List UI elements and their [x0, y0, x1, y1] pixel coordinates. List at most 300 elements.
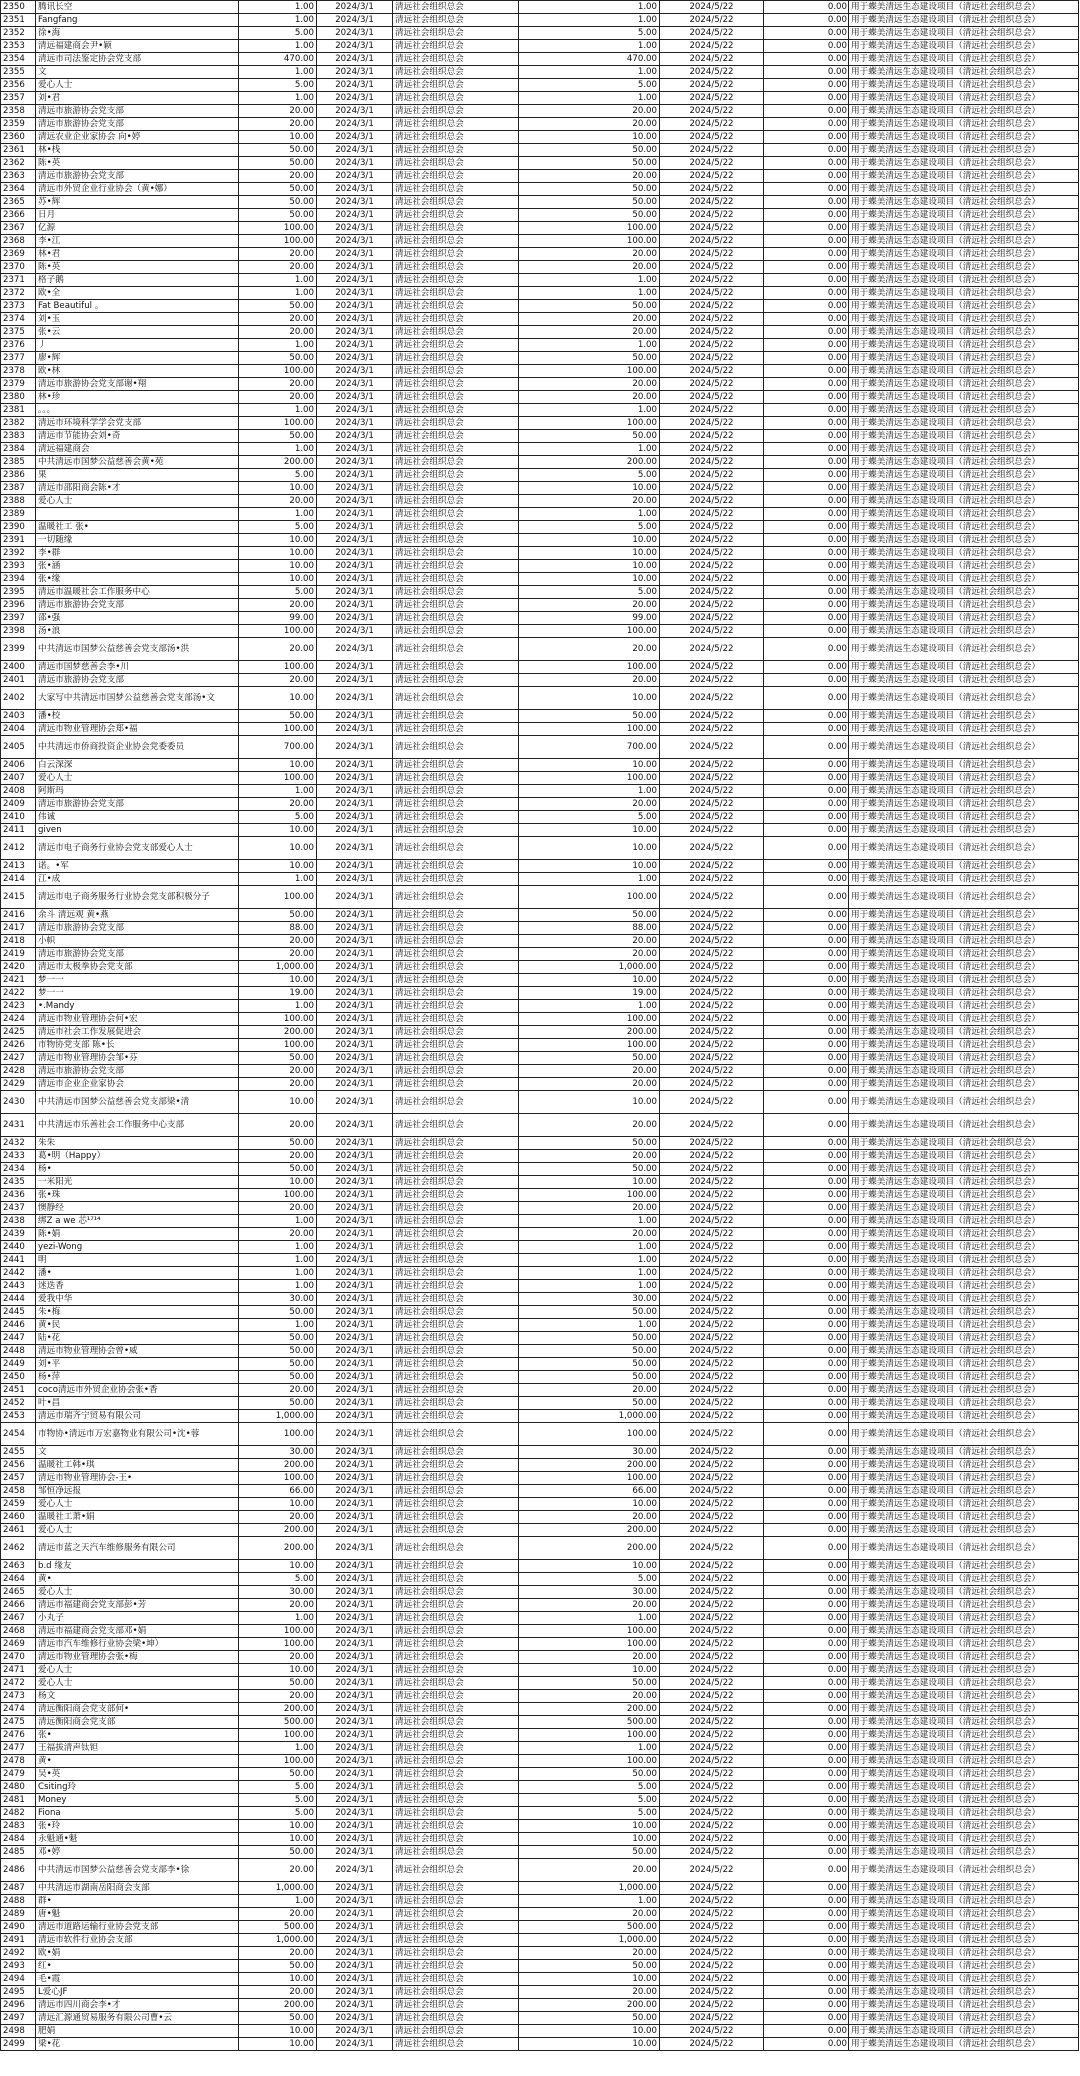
donation-amount-cell: 19.00	[239, 987, 317, 1000]
donation-date-cell: 2024/3/1	[317, 1026, 393, 1039]
table-row	[1, 1215, 1079, 1228]
usage-purpose-cell: 用于蝶美清远生态建设项目（清远社会组织总会）	[849, 974, 1079, 987]
table-row	[1, 157, 1079, 170]
donation-amount-cell: 20.00	[239, 1859, 317, 1882]
balance-cell: 0.00	[764, 183, 849, 196]
usage-purpose-cell: 用于蝶美清远生态建设项目（清远社会组织总会）	[849, 365, 1079, 378]
donor-name-cell: 肥娟	[36, 2025, 239, 2038]
donation-amount-cell: 100.00	[239, 1638, 317, 1651]
donation-amount-cell: 20.00	[239, 1599, 317, 1612]
recipient-org-cell: 清远社会组织总会	[393, 1163, 519, 1176]
row-number-cell: 2377	[1, 352, 36, 365]
balance-cell: 0.00	[764, 860, 849, 873]
balance-cell: 0.00	[764, 1052, 849, 1065]
allocation-date-cell: 2024/5/22	[660, 1150, 764, 1163]
usage-purpose-cell: 用于蝶美清远生态建设项目（清远社会组织总会）	[849, 599, 1079, 612]
balance-cell: 0.00	[764, 772, 849, 785]
table-row	[1, 1137, 1079, 1150]
allocated-amount-cell: 5.00	[519, 27, 660, 40]
balance-cell: 0.00	[764, 1306, 849, 1319]
allocated-amount-cell: 50.00	[519, 909, 660, 922]
allocated-amount-cell: 1.00	[519, 287, 660, 300]
donation-amount-cell: 5.00	[239, 586, 317, 599]
donor-name-cell: 果	[36, 469, 239, 482]
usage-purpose-cell: 用于蝶美清远生态建设项目（清远社会组织总会）	[849, 625, 1079, 638]
usage-purpose-cell: 用于蝶美清远生态建设项目（清远社会组织总会）	[849, 300, 1079, 313]
table-row	[1, 1358, 1079, 1371]
balance-cell: 0.00	[764, 987, 849, 1000]
usage-purpose-cell: 用于蝶美清远生态建设项目（清远社会组织总会）	[849, 1973, 1079, 1986]
donation-date-cell: 2024/3/1	[317, 1078, 393, 1091]
balance-cell: 0.00	[764, 759, 849, 772]
donor-name-cell: 张•云	[36, 326, 239, 339]
donation-date-cell: 2024/3/1	[317, 1332, 393, 1345]
donor-name-cell: 清远市物业管理协会张•梅	[36, 1651, 239, 1664]
donation-amount-cell: 1.00	[239, 873, 317, 886]
donation-date-cell: 2024/3/1	[317, 935, 393, 948]
allocation-date-cell: 2024/5/22	[660, 1485, 764, 1498]
usage-purpose-cell: 用于蝶美清远生态建设项目（清远社会组织总会）	[849, 1306, 1079, 1319]
donation-date-cell: 2024/3/1	[317, 625, 393, 638]
usage-purpose-cell: 用于蝶美清远生态建设项目（清远社会组织总会）	[849, 811, 1079, 824]
recipient-org-cell: 清远社会组织总会	[393, 873, 519, 886]
donor-name-cell: 明	[36, 1254, 239, 1267]
donation-date-cell: 2024/3/1	[317, 209, 393, 222]
recipient-org-cell: 清远社会组织总会	[393, 560, 519, 573]
row-number-cell: 2473	[1, 1690, 36, 1703]
donation-date-cell: 2024/3/1	[317, 1163, 393, 1176]
row-number-cell: 2490	[1, 1921, 36, 1934]
usage-purpose-cell: 用于蝶美清远生态建设项目（清远社会组织总会）	[849, 1026, 1079, 1039]
table-row	[1, 1677, 1079, 1690]
row-number-cell: 2395	[1, 586, 36, 599]
row-number-cell: 2411	[1, 824, 36, 837]
recipient-org-cell: 清远社会组织总会	[393, 1000, 519, 1013]
recipient-org-cell: 清远社会组织总会	[393, 661, 519, 674]
balance-cell: 0.00	[764, 1410, 849, 1423]
balance-cell: 0.00	[764, 1638, 849, 1651]
row-number-cell: 2362	[1, 157, 36, 170]
allocation-date-cell: 2024/5/22	[660, 1446, 764, 1459]
donation-date-cell: 2024/3/1	[317, 2025, 393, 2038]
row-number-cell: 2451	[1, 1384, 36, 1397]
donation-date-cell: 2024/3/1	[317, 1716, 393, 1729]
donor-name-cell: 清远市旅游协会党支部谢•翔	[36, 378, 239, 391]
table-row	[1, 674, 1079, 687]
recipient-org-cell: 清远社会组织总会	[393, 27, 519, 40]
allocation-date-cell: 2024/5/22	[660, 1091, 764, 1114]
donor-name-cell: 爱心人士	[36, 1677, 239, 1690]
donor-name-cell: 清远市物业管理协会曾•威	[36, 1345, 239, 1358]
allocation-date-cell: 2024/5/22	[660, 935, 764, 948]
allocated-amount-cell: 1.00	[519, 14, 660, 27]
allocation-date-cell: 2024/5/22	[660, 1078, 764, 1091]
allocated-amount-cell: 50.00	[519, 352, 660, 365]
donation-date-cell: 2024/3/1	[317, 92, 393, 105]
row-number-cell: 2464	[1, 1573, 36, 1586]
row-number-cell: 2444	[1, 1293, 36, 1306]
allocation-date-cell: 2024/5/22	[660, 1921, 764, 1934]
allocated-amount-cell: 100.00	[519, 1755, 660, 1768]
allocated-amount-cell: 100.00	[519, 1013, 660, 1026]
balance-cell: 0.00	[764, 1189, 849, 1202]
donation-amount-cell: 5.00	[239, 1781, 317, 1794]
usage-purpose-cell: 用于蝶美清远生态建设项目（清远社会组织总会）	[849, 1, 1079, 14]
balance-cell: 0.00	[764, 785, 849, 798]
allocated-amount-cell: 10.00	[519, 1560, 660, 1573]
allocation-date-cell: 2024/5/22	[660, 1781, 764, 1794]
allocated-amount-cell: 50.00	[519, 157, 660, 170]
row-number-cell: 2371	[1, 274, 36, 287]
balance-cell: 0.00	[764, 1908, 849, 1921]
usage-purpose-cell: 用于蝶美清远生态建设项目（清远社会组织总会）	[849, 759, 1079, 772]
allocation-date-cell: 2024/5/22	[660, 759, 764, 772]
allocation-date-cell: 2024/5/22	[660, 1934, 764, 1947]
donation-date-cell: 2024/3/1	[317, 14, 393, 27]
usage-purpose-cell: 用于蝶美清远生态建设项目（清远社会组织总会）	[849, 1599, 1079, 1612]
donation-amount-cell: 50.00	[239, 1345, 317, 1358]
row-number-cell: 2369	[1, 248, 36, 261]
donation-amount-cell: 50.00	[239, 352, 317, 365]
donation-date-cell: 2024/3/1	[317, 443, 393, 456]
row-number-cell: 2465	[1, 1586, 36, 1599]
allocated-amount-cell: 1.00	[519, 1, 660, 14]
allocation-date-cell: 2024/5/22	[660, 948, 764, 961]
donor-name-cell: 日月	[36, 209, 239, 222]
balance-cell: 0.00	[764, 873, 849, 886]
recipient-org-cell: 清远社会组织总会	[393, 987, 519, 1000]
donation-date-cell: 2024/3/1	[317, 1986, 393, 1999]
donation-amount-cell: 1.00	[239, 274, 317, 287]
usage-purpose-cell: 用于蝶美清远生态建设项目（清远社会组织总会）	[849, 1039, 1079, 1052]
table-row	[1, 1423, 1079, 1446]
usage-purpose-cell: 用于蝶美清远生态建设项目（清远社会组织总会）	[849, 638, 1079, 661]
row-number-cell: 2472	[1, 1677, 36, 1690]
donation-date-cell: 2024/3/1	[317, 326, 393, 339]
table-row	[1, 482, 1079, 495]
donor-name-cell: 清远市蓝之天汽车维修服务有限公司	[36, 1537, 239, 1560]
allocated-amount-cell: 20.00	[519, 105, 660, 118]
donor-name-cell: 温暖社工萧•娟	[36, 1511, 239, 1524]
usage-purpose-cell: 用于蝶美清远生态建设项目（清远社会组织总会）	[849, 1729, 1079, 1742]
recipient-org-cell: 清远社会组织总会	[393, 723, 519, 736]
donor-name-cell: 腾讯长空	[36, 1, 239, 14]
balance-cell: 0.00	[764, 1459, 849, 1472]
usage-purpose-cell: 用于蝶美清远生态建设项目（清远社会组织总会）	[849, 313, 1079, 326]
recipient-org-cell: 清远社会组织总会	[393, 573, 519, 586]
balance-cell: 0.00	[764, 1703, 849, 1716]
usage-purpose-cell: 用于蝶美清远生态建设项目（清远社会组织总会）	[849, 987, 1079, 1000]
allocated-amount-cell: 10.00	[519, 1664, 660, 1677]
donor-name-cell: 清远市福建商会党支部邓•娟	[36, 1625, 239, 1638]
donation-amount-cell: 10.00	[239, 534, 317, 547]
balance-cell: 0.00	[764, 27, 849, 40]
allocation-date-cell: 2024/5/22	[660, 1137, 764, 1150]
row-number-cell: 2474	[1, 1703, 36, 1716]
recipient-org-cell: 清远社会组织总会	[393, 909, 519, 922]
donation-date-cell: 2024/3/1	[317, 1254, 393, 1267]
allocation-date-cell: 2024/5/22	[660, 873, 764, 886]
row-number-cell: 2428	[1, 1065, 36, 1078]
donor-name-cell: 梁•花	[36, 2038, 239, 2051]
donation-date-cell: 2024/3/1	[317, 1833, 393, 1846]
allocation-date-cell: 2024/5/22	[660, 365, 764, 378]
balance-cell: 0.00	[764, 261, 849, 274]
table-row	[1, 759, 1079, 772]
allocation-date-cell: 2024/5/22	[660, 1026, 764, 1039]
donation-amount-cell: 100.00	[239, 625, 317, 638]
balance-cell: 0.00	[764, 1371, 849, 1384]
recipient-org-cell: 清远社会组织总会	[393, 1781, 519, 1794]
donor-name-cell: 清远衡阳商会党支部何•	[36, 1703, 239, 1716]
recipient-org-cell: 清远社会组织总会	[393, 1078, 519, 1091]
donation-date-cell: 2024/3/1	[317, 1612, 393, 1625]
usage-purpose-cell: 用于蝶美清远生态建设项目（清远社会组织总会）	[849, 508, 1079, 521]
allocated-amount-cell: 100.00	[519, 625, 660, 638]
recipient-org-cell: 清远社会组织总会	[393, 456, 519, 469]
donation-amount-cell: 10.00	[239, 1091, 317, 1114]
donation-date-cell: 2024/3/1	[317, 508, 393, 521]
row-number-cell: 2434	[1, 1163, 36, 1176]
allocated-amount-cell: 20.00	[519, 599, 660, 612]
donation-date-cell: 2024/3/1	[317, 300, 393, 313]
table-row	[1, 40, 1079, 53]
allocated-amount-cell: 470.00	[519, 53, 660, 66]
balance-cell: 0.00	[764, 723, 849, 736]
allocated-amount-cell: 20.00	[519, 391, 660, 404]
recipient-org-cell: 清远社会组织总会	[393, 417, 519, 430]
usage-purpose-cell: 用于蝶美清远生态建设项目（清远社会组织总会）	[849, 1189, 1079, 1202]
allocation-date-cell: 2024/5/22	[660, 196, 764, 209]
donor-name-cell: 迷迭香	[36, 1280, 239, 1293]
usage-purpose-cell: 用于蝶美清远生态建设项目（清远社会组织总会）	[849, 723, 1079, 736]
table-row	[1, 1319, 1079, 1332]
recipient-org-cell: 清远社会组织总会	[393, 1755, 519, 1768]
balance-cell: 0.00	[764, 599, 849, 612]
donor-name-cell: 中共清远市国梦公益慈善会党支部汤•洪	[36, 638, 239, 661]
table-row	[1, 886, 1079, 909]
donor-name-cell: 徐•海	[36, 27, 239, 40]
balance-cell: 0.00	[764, 1586, 849, 1599]
allocation-date-cell: 2024/5/22	[660, 772, 764, 785]
balance-cell: 0.00	[764, 1228, 849, 1241]
usage-purpose-cell: 用于蝶美清远生态建设项目（清远社会组织总会）	[849, 2025, 1079, 2038]
table-row	[1, 785, 1079, 798]
row-number-cell: 2393	[1, 560, 36, 573]
donation-amount-cell: 5.00	[239, 1807, 317, 1820]
usage-purpose-cell: 用于蝶美清远生态建设项目（清远社会组织总会）	[849, 1524, 1079, 1537]
donation-amount-cell: 100.00	[239, 1729, 317, 1742]
allocated-amount-cell: 1.00	[519, 443, 660, 456]
donor-name-cell: 温暖社工 张•	[36, 521, 239, 534]
donation-date-cell: 2024/3/1	[317, 922, 393, 935]
donation-amount-cell: 30.00	[239, 1446, 317, 1459]
usage-purpose-cell: 用于蝶美清远生态建设项目（清远社会组织总会）	[849, 1560, 1079, 1573]
table-row	[1, 79, 1079, 92]
donation-date-cell: 2024/3/1	[317, 638, 393, 661]
row-number-cell: 2350	[1, 1, 36, 14]
row-number-cell: 2497	[1, 2012, 36, 2025]
allocation-date-cell: 2024/5/22	[660, 625, 764, 638]
allocation-date-cell: 2024/5/22	[660, 1703, 764, 1716]
table-row	[1, 1306, 1079, 1319]
allocated-amount-cell: 100.00	[519, 417, 660, 430]
donation-amount-cell: 470.00	[239, 53, 317, 66]
table-row	[1, 1114, 1079, 1137]
allocation-date-cell: 2024/5/22	[660, 785, 764, 798]
allocated-amount-cell: 99.00	[519, 612, 660, 625]
balance-cell: 0.00	[764, 811, 849, 824]
allocation-date-cell: 2024/5/22	[660, 837, 764, 860]
donation-date-cell: 2024/3/1	[317, 170, 393, 183]
row-number-cell: 2446	[1, 1319, 36, 1332]
donor-name-cell: 永魁通•魁	[36, 1833, 239, 1846]
row-number-cell: 2484	[1, 1833, 36, 1846]
recipient-org-cell: 清远社会组织总会	[393, 92, 519, 105]
balance-cell: 0.00	[764, 170, 849, 183]
allocation-date-cell: 2024/5/22	[660, 736, 764, 759]
table-row	[1, 1638, 1079, 1651]
allocated-amount-cell: 20.00	[519, 1859, 660, 1882]
balance-cell: 0.00	[764, 974, 849, 987]
balance-cell: 0.00	[764, 495, 849, 508]
usage-purpose-cell: 用于蝶美清远生态建设项目（清远社会组织总会）	[849, 1807, 1079, 1820]
donation-amount-cell: 50.00	[239, 1306, 317, 1319]
allocation-date-cell: 2024/5/22	[660, 723, 764, 736]
table-row	[1, 1768, 1079, 1781]
allocated-amount-cell: 100.00	[519, 772, 660, 785]
table-row	[1, 209, 1079, 222]
donation-date-cell: 2024/3/1	[317, 759, 393, 772]
recipient-org-cell: 清远社会组织总会	[393, 1895, 519, 1908]
donor-name-cell: 黄•民	[36, 1319, 239, 1332]
donor-name-cell: 毛•霞	[36, 1973, 239, 1986]
donation-amount-cell: 5.00	[239, 1794, 317, 1807]
balance-cell: 0.00	[764, 1397, 849, 1410]
usage-purpose-cell: 用于蝶美清远生态建设项目（清远社会组织总会）	[849, 612, 1079, 625]
donation-amount-cell: 1.00	[239, 1895, 317, 1908]
balance-cell: 0.00	[764, 1960, 849, 1973]
donation-date-cell: 2024/3/1	[317, 1176, 393, 1189]
row-number-cell: 2453	[1, 1410, 36, 1423]
usage-purpose-cell: 用于蝶美清远生态建设项目（清远社会组织总会）	[849, 196, 1079, 209]
allocation-date-cell: 2024/5/22	[660, 313, 764, 326]
balance-cell: 0.00	[764, 2038, 849, 2051]
allocation-date-cell: 2024/5/22	[660, 27, 764, 40]
table-row	[1, 430, 1079, 443]
donor-name-cell: 清远市电子商务行业协会党支部爱心人士	[36, 837, 239, 860]
recipient-org-cell: 清远社会组织总会	[393, 1934, 519, 1947]
recipient-org-cell: 清远社会组织总会	[393, 837, 519, 860]
row-number-cell: 2439	[1, 1228, 36, 1241]
donation-date-cell: 2024/3/1	[317, 430, 393, 443]
allocated-amount-cell: 1.00	[519, 873, 660, 886]
usage-purpose-cell: 用于蝶美清远生态建设项目（清远社会组织总会）	[849, 1319, 1079, 1332]
recipient-org-cell: 清远社会组织总会	[393, 1537, 519, 1560]
donor-name-cell: 文	[36, 1446, 239, 1459]
donation-date-cell: 2024/3/1	[317, 1973, 393, 1986]
table-row	[1, 2025, 1079, 2038]
allocated-amount-cell: 30.00	[519, 1293, 660, 1306]
donation-date-cell: 2024/3/1	[317, 1638, 393, 1651]
allocated-amount-cell: 20.00	[519, 1384, 660, 1397]
usage-purpose-cell: 用于蝶美清远生态建设项目（清远社会组织总会）	[849, 560, 1079, 573]
row-number-cell: 2356	[1, 79, 36, 92]
donor-name-cell: 懊静经	[36, 1202, 239, 1215]
recipient-org-cell: 清远社会组织总会	[393, 2038, 519, 2051]
allocated-amount-cell: 1.00	[519, 508, 660, 521]
recipient-org-cell: 清远社会组织总会	[393, 1664, 519, 1677]
usage-purpose-cell: 用于蝶美清远生态建设项目（清远社会组织总会）	[849, 1358, 1079, 1371]
usage-purpose-cell: 用于蝶美清远生态建设项目（清远社会组织总会）	[849, 1423, 1079, 1446]
allocated-amount-cell: 5.00	[519, 586, 660, 599]
balance-cell: 0.00	[764, 53, 849, 66]
allocated-amount-cell: 50.00	[519, 1332, 660, 1345]
donation-amount-cell: 1.00	[239, 1241, 317, 1254]
table-row	[1, 1560, 1079, 1573]
balance-cell: 0.00	[764, 798, 849, 811]
allocated-amount-cell: 20.00	[519, 1986, 660, 1999]
table-row	[1, 1524, 1079, 1537]
usage-purpose-cell: 用于蝶美清远生态建设项目（清远社会组织总会）	[849, 391, 1079, 404]
recipient-org-cell: 清远社会组织总会	[393, 2012, 519, 2025]
table-row	[1, 547, 1079, 560]
donation-date-cell: 2024/3/1	[317, 1999, 393, 2012]
usage-purpose-cell: 用于蝶美清远生态建设项目（清远社会组织总会）	[849, 118, 1079, 131]
table-row	[1, 248, 1079, 261]
balance-cell: 0.00	[764, 1781, 849, 1794]
donation-date-cell: 2024/3/1	[317, 811, 393, 824]
row-number-cell: 2467	[1, 1612, 36, 1625]
row-number-cell: 2359	[1, 118, 36, 131]
table-row	[1, 131, 1079, 144]
table-row	[1, 53, 1079, 66]
donor-name-cell: Fiona	[36, 1807, 239, 1820]
recipient-org-cell: 清远社会组织总会	[393, 1423, 519, 1446]
allocated-amount-cell: 10.00	[519, 759, 660, 772]
recipient-org-cell: 清远社会组织总会	[393, 313, 519, 326]
table-row	[1, 1459, 1079, 1472]
donation-amount-cell: 200.00	[239, 1703, 317, 1716]
row-number-cell: 2429	[1, 1078, 36, 1091]
donation-date-cell: 2024/3/1	[317, 1052, 393, 1065]
donation-amount-cell: 100.00	[239, 886, 317, 909]
donor-name-cell: 中共清远市国梦公益慈善会党支部梁•清	[36, 1091, 239, 1114]
allocation-date-cell: 2024/5/22	[660, 1625, 764, 1638]
donor-name-cell: 市物协•清远市万宏嘉物业有限公司•沈•蓉	[36, 1423, 239, 1446]
donation-date-cell: 2024/3/1	[317, 948, 393, 961]
donor-name-cell: 苏•辉	[36, 196, 239, 209]
recipient-org-cell: 清远社会组织总会	[393, 1638, 519, 1651]
recipient-org-cell: 清远社会组织总会	[393, 824, 519, 837]
donation-date-cell: 2024/3/1	[317, 837, 393, 860]
recipient-org-cell: 清远社会组织总会	[393, 1254, 519, 1267]
allocation-date-cell: 2024/5/22	[660, 1052, 764, 1065]
allocation-date-cell: 2024/5/22	[660, 987, 764, 1000]
recipient-org-cell: 清远社会组织总会	[393, 1384, 519, 1397]
donor-name-cell: 清远市旅游协会党支部	[36, 948, 239, 961]
table-row	[1, 772, 1079, 785]
usage-purpose-cell: 用于蝶美清远生态建设项目（清远社会组织总会）	[849, 1677, 1079, 1690]
usage-purpose-cell: 用于蝶美清远生态建设项目（清远社会组织总会）	[849, 1241, 1079, 1254]
usage-purpose-cell: 用于蝶美清远生态建设项目（清远社会组织总会）	[849, 157, 1079, 170]
balance-cell: 0.00	[764, 456, 849, 469]
donation-amount-cell: 50.00	[239, 1768, 317, 1781]
donation-amount-cell: 100.00	[239, 1472, 317, 1485]
donation-amount-cell: 50.00	[239, 157, 317, 170]
donation-amount-cell: 200.00	[239, 1026, 317, 1039]
donation-amount-cell: 20.00	[239, 1228, 317, 1241]
